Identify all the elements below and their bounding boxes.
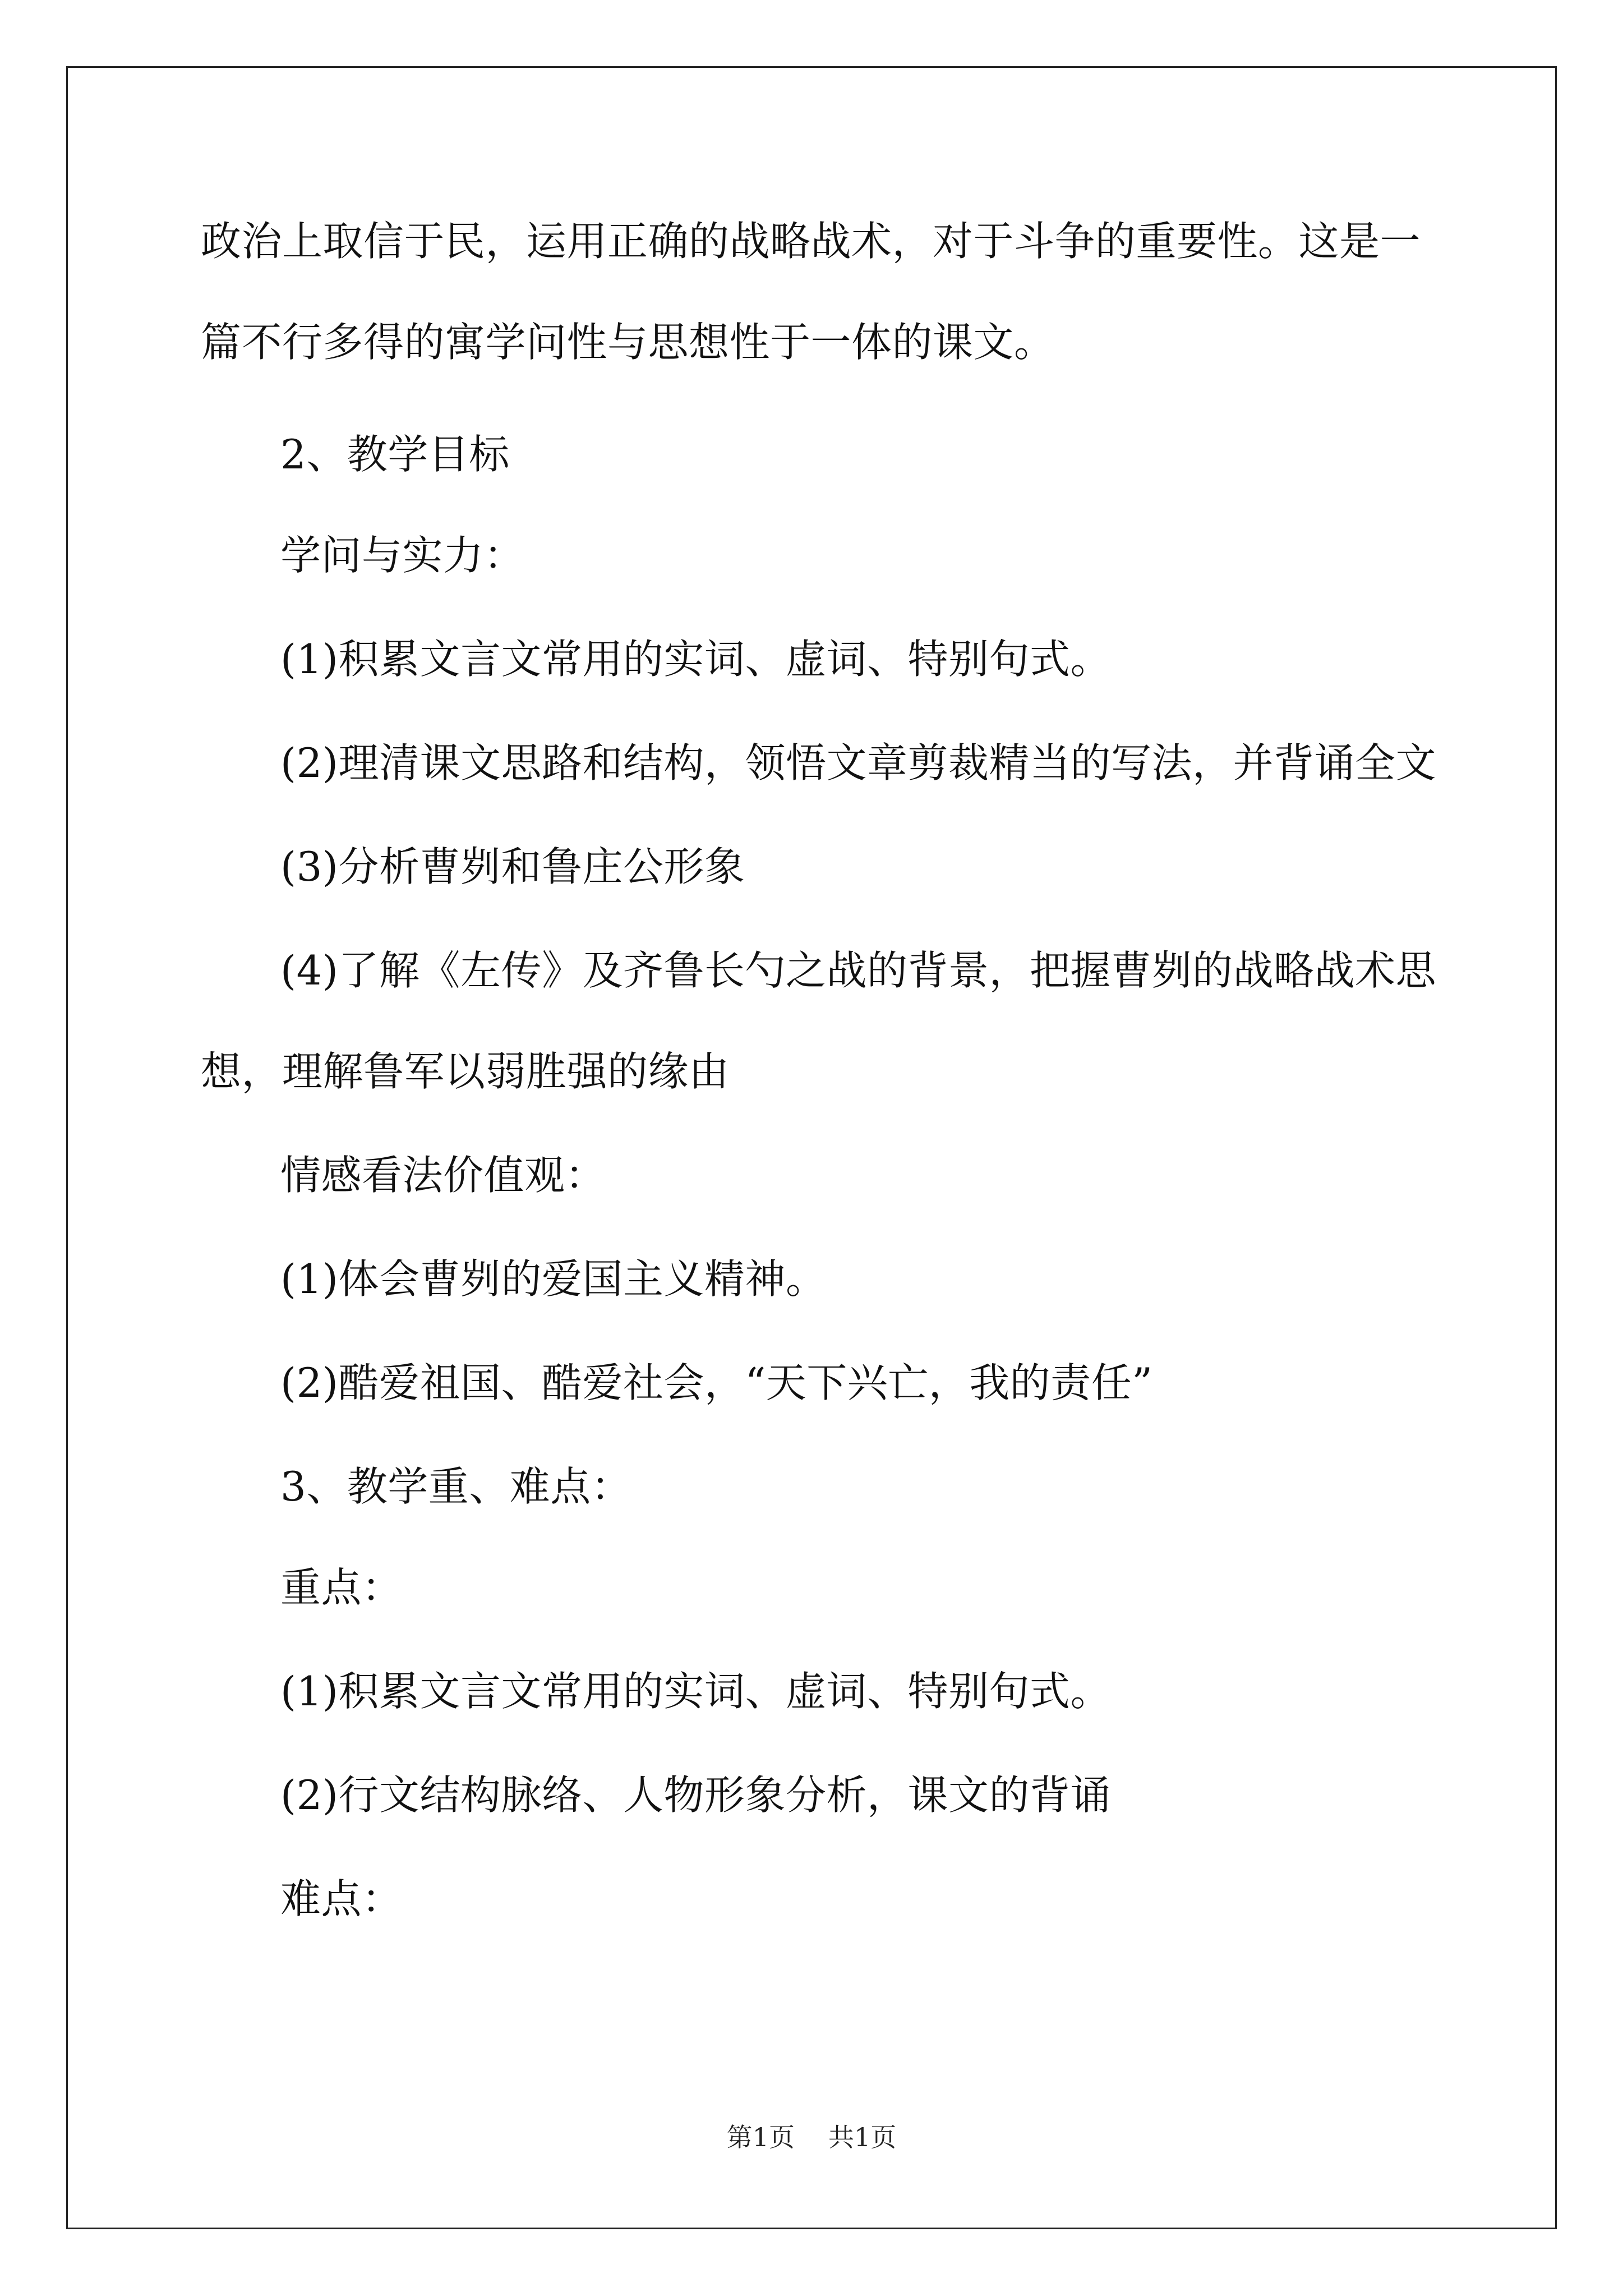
text-line-1: 政治上取信于民，运用正确的战略战术，对于斗争的重要性。这是一 <box>201 218 1421 265</box>
page-number-total: 共1页 <box>828 2122 897 2152</box>
page-number-current: 第1页 <box>726 2122 795 2152</box>
subheading-difficult-points: 难点： <box>280 1875 403 1922</box>
subheading-key-points: 重点： <box>280 1564 403 1611</box>
list-item-3: (3)分析曹刿和鲁庄公形象 <box>280 843 745 890</box>
list-item-4: (4)了解《左传》及齐鲁长勺之战的背景，把握曹刿的战略战术思 <box>280 947 1436 994</box>
section-heading-key-difficult: 3、教学重、难点： <box>280 1463 632 1510</box>
list-item-4-continued: 想，理解鲁军以弱胜强的缘由 <box>201 1048 730 1095</box>
list-item-8: (2)行文结构脉络、人物形象分析，课文的背诵 <box>280 1772 1111 1819</box>
list-item-1: (1)积累文言文常用的实词、虚词、特别句式。 <box>280 636 1111 683</box>
text-line-2: 篇不行多得的寓学问性与思想性于一体的课文。 <box>201 319 1055 366</box>
list-item-6: (2)酷爱祖国、酷爱社会，“天下兴亡，我的责任” <box>280 1359 1153 1406</box>
subheading-knowledge-ability: 学问与实力： <box>280 532 525 579</box>
page-footer <box>0 2120 1623 2154</box>
section-heading-teaching-goals: 2、教学目标 <box>280 431 510 478</box>
list-item-2: (2)理清课文思路和结构，领悟文章剪裁精当的写法，并背诵全文 <box>280 739 1436 786</box>
subheading-emotion-values: 情感看法价值观： <box>280 1152 606 1199</box>
list-item-5: (1)体会曹刿的爱国主义精神。 <box>280 1255 827 1303</box>
list-item-7: (1)积累文言文常用的实词、虚词、特别句式。 <box>280 1668 1111 1715</box>
